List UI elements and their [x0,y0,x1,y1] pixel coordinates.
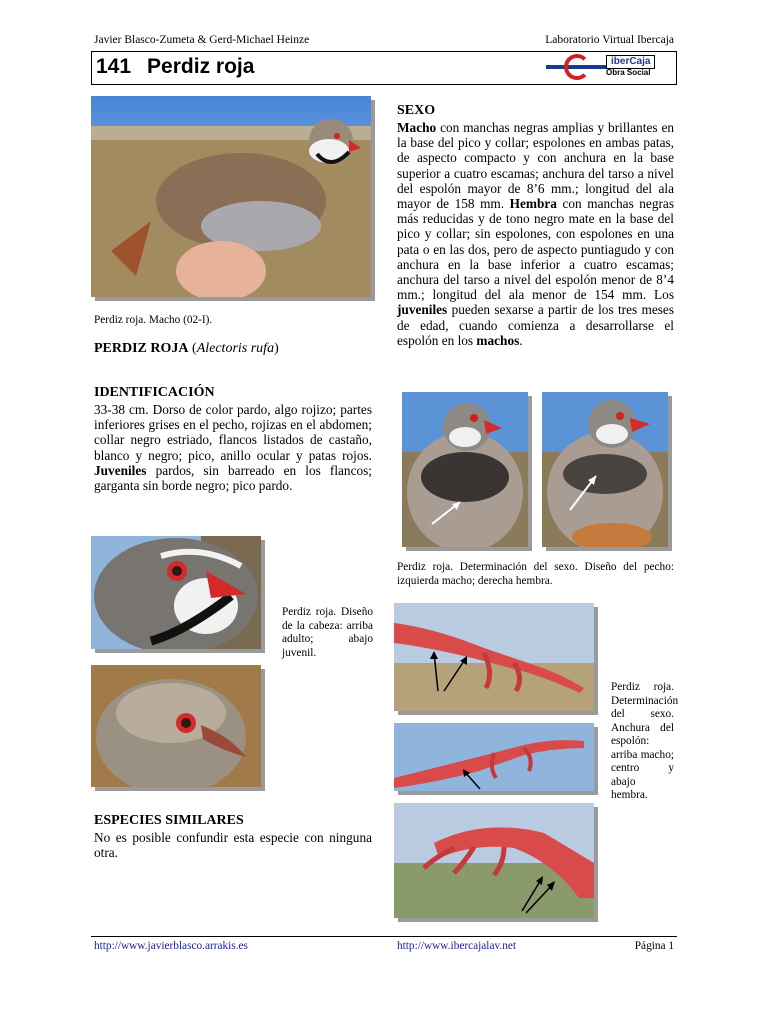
header-authors: Javier Blasco-Zumeta & Gerd-Michael Heinze [94,34,310,46]
photo-cabeza-adulto [91,536,261,649]
species-scientific: Alectoris rufa [196,341,275,356]
title-box [91,51,677,85]
espolon-caption: Perdiz roja. Determinación del sexo. Anchura del espolón: arriba macho; centro y abajo hembra. [611,681,679,801]
page-number: Página 1 [634,940,674,952]
ibercaja-logo [546,54,672,82]
logo-sub: Obra Social [606,68,651,77]
photo-espolon-hembra-centro [394,723,594,791]
species-number: 141 [96,55,132,78]
page-title [96,55,254,79]
photo-espolon-hembra-abajo [394,803,594,918]
sexo-hembra: Hembra [509,196,557,212]
identificacion-juveniles: Juveniles [94,462,147,478]
sexo-text-1: con manchas negras amplias y brillantes en la base del pico y collar; espolones en ambas patas, de aspecto compacto y con anchura en la base superior a cuatro escamas; anchura del tarso a nivel del espolón mayor de 8’6 mm.; longitud del ala mayor de 158 mm. [397,120,675,212]
sexo-macho: Macho [397,120,437,135]
identificacion-text-2: pardos, sin barreado en los flancos; garganta sin borde negro; pico pardo. [94,462,372,494]
sexo-heading: SEXO [397,103,436,118]
sexo-juveniles: juveniles [397,302,448,318]
species-common: PERDIZ ROJA [94,341,189,356]
photo-pecho-macho [402,392,528,547]
photo-macho-caption: Perdiz roja. Macho (02-I). [94,314,213,326]
sexo-text-2: con manchas negras más reducidas y de tono negro mate en la base del pico y collar; sin espolones, con espolones en una pata o en las dos, pero de aspecto puntiagudo y con anchura en la base inferior a cuatro escamas; anchura del tarso a nivel del espolón menor de 8’4 mm.; longitud del ala menor de 154 mm. Los [397,196,674,303]
sexo-text-3: pueden sexarse a partir de los tres meses de edad, cuando comienza a desarrollarse el espolón en los [397,302,675,348]
cabeza-caption: Perdiz roja. Diseño de la cabeza: arriba adulto; abajo juvenil. [282,606,373,659]
sexo-text: Macho con manchas negras amplias y brillantes en la base del pico y collar; espolones en ambas patas, de aspecto compacto y con anchura en la base superior a cuatro escamas; anchura del tarso a nivel del espolón mayor de 8’6 mm.; longitud del ala mayor de 158 mm. Hembra con manchas negras más reducidas y de tono negro mate en la base del pico y collar; sin espolones, con espolones en una pata o en las dos, pero de aspecto puntiagudo y con anchura en la base inferior a cuatro escamas; anchura del tarso a nivel del espolón menor de 8’4 mm.; longitud del ala menor de 154 mm. Los juveniles pueden sexarse a partir de los tres meses de edad, cuando comienza a desarrollarse el espolón en los machos. [397,120,675,348]
species-name: PERDIZ ROJA (Alectoris rufa) [94,341,279,356]
photo-pecho-hembra [542,392,668,547]
sexo-machos: machos [476,332,520,348]
similares-text: No es posible confundir esta especie con ninguna otra. [94,830,372,861]
footer-link-author[interactable]: http://www.javierblasco.arrakis.es [94,940,248,952]
identificacion-heading: IDENTIFICACIÓN [94,385,215,400]
photo-espolon-macho [394,603,594,711]
species-title: Perdiz roja [147,55,255,78]
photo-macho [91,96,371,297]
header-lab: Laboratorio Virtual Ibercaja [545,34,674,46]
logo-brand: iberCaja [606,55,655,69]
photo-cabeza-juvenil [91,665,261,787]
footer-rule [91,936,677,937]
ibercaja-c-icon [564,54,590,80]
pecho-caption: Perdiz roja. Determinación del sexo. Diseño del pecho: izquierda macho; derecha hembra. [397,561,674,587]
similares-heading: ESPECIES SIMILARES [94,813,244,828]
identificacion-text-1: 33-38 cm. Dorso de color pardo, algo rojizo; partes inferiores grises en el pecho, rojizas en el abdomen; collar negro estriado, flancos listados de castaño, blanco y negro; pico, anillo ocular y patas rojos. [94,402,372,463]
identificacion-text [94,402,372,493]
footer-link-ibercaja[interactable]: http://www.ibercajalav.net [397,940,516,952]
